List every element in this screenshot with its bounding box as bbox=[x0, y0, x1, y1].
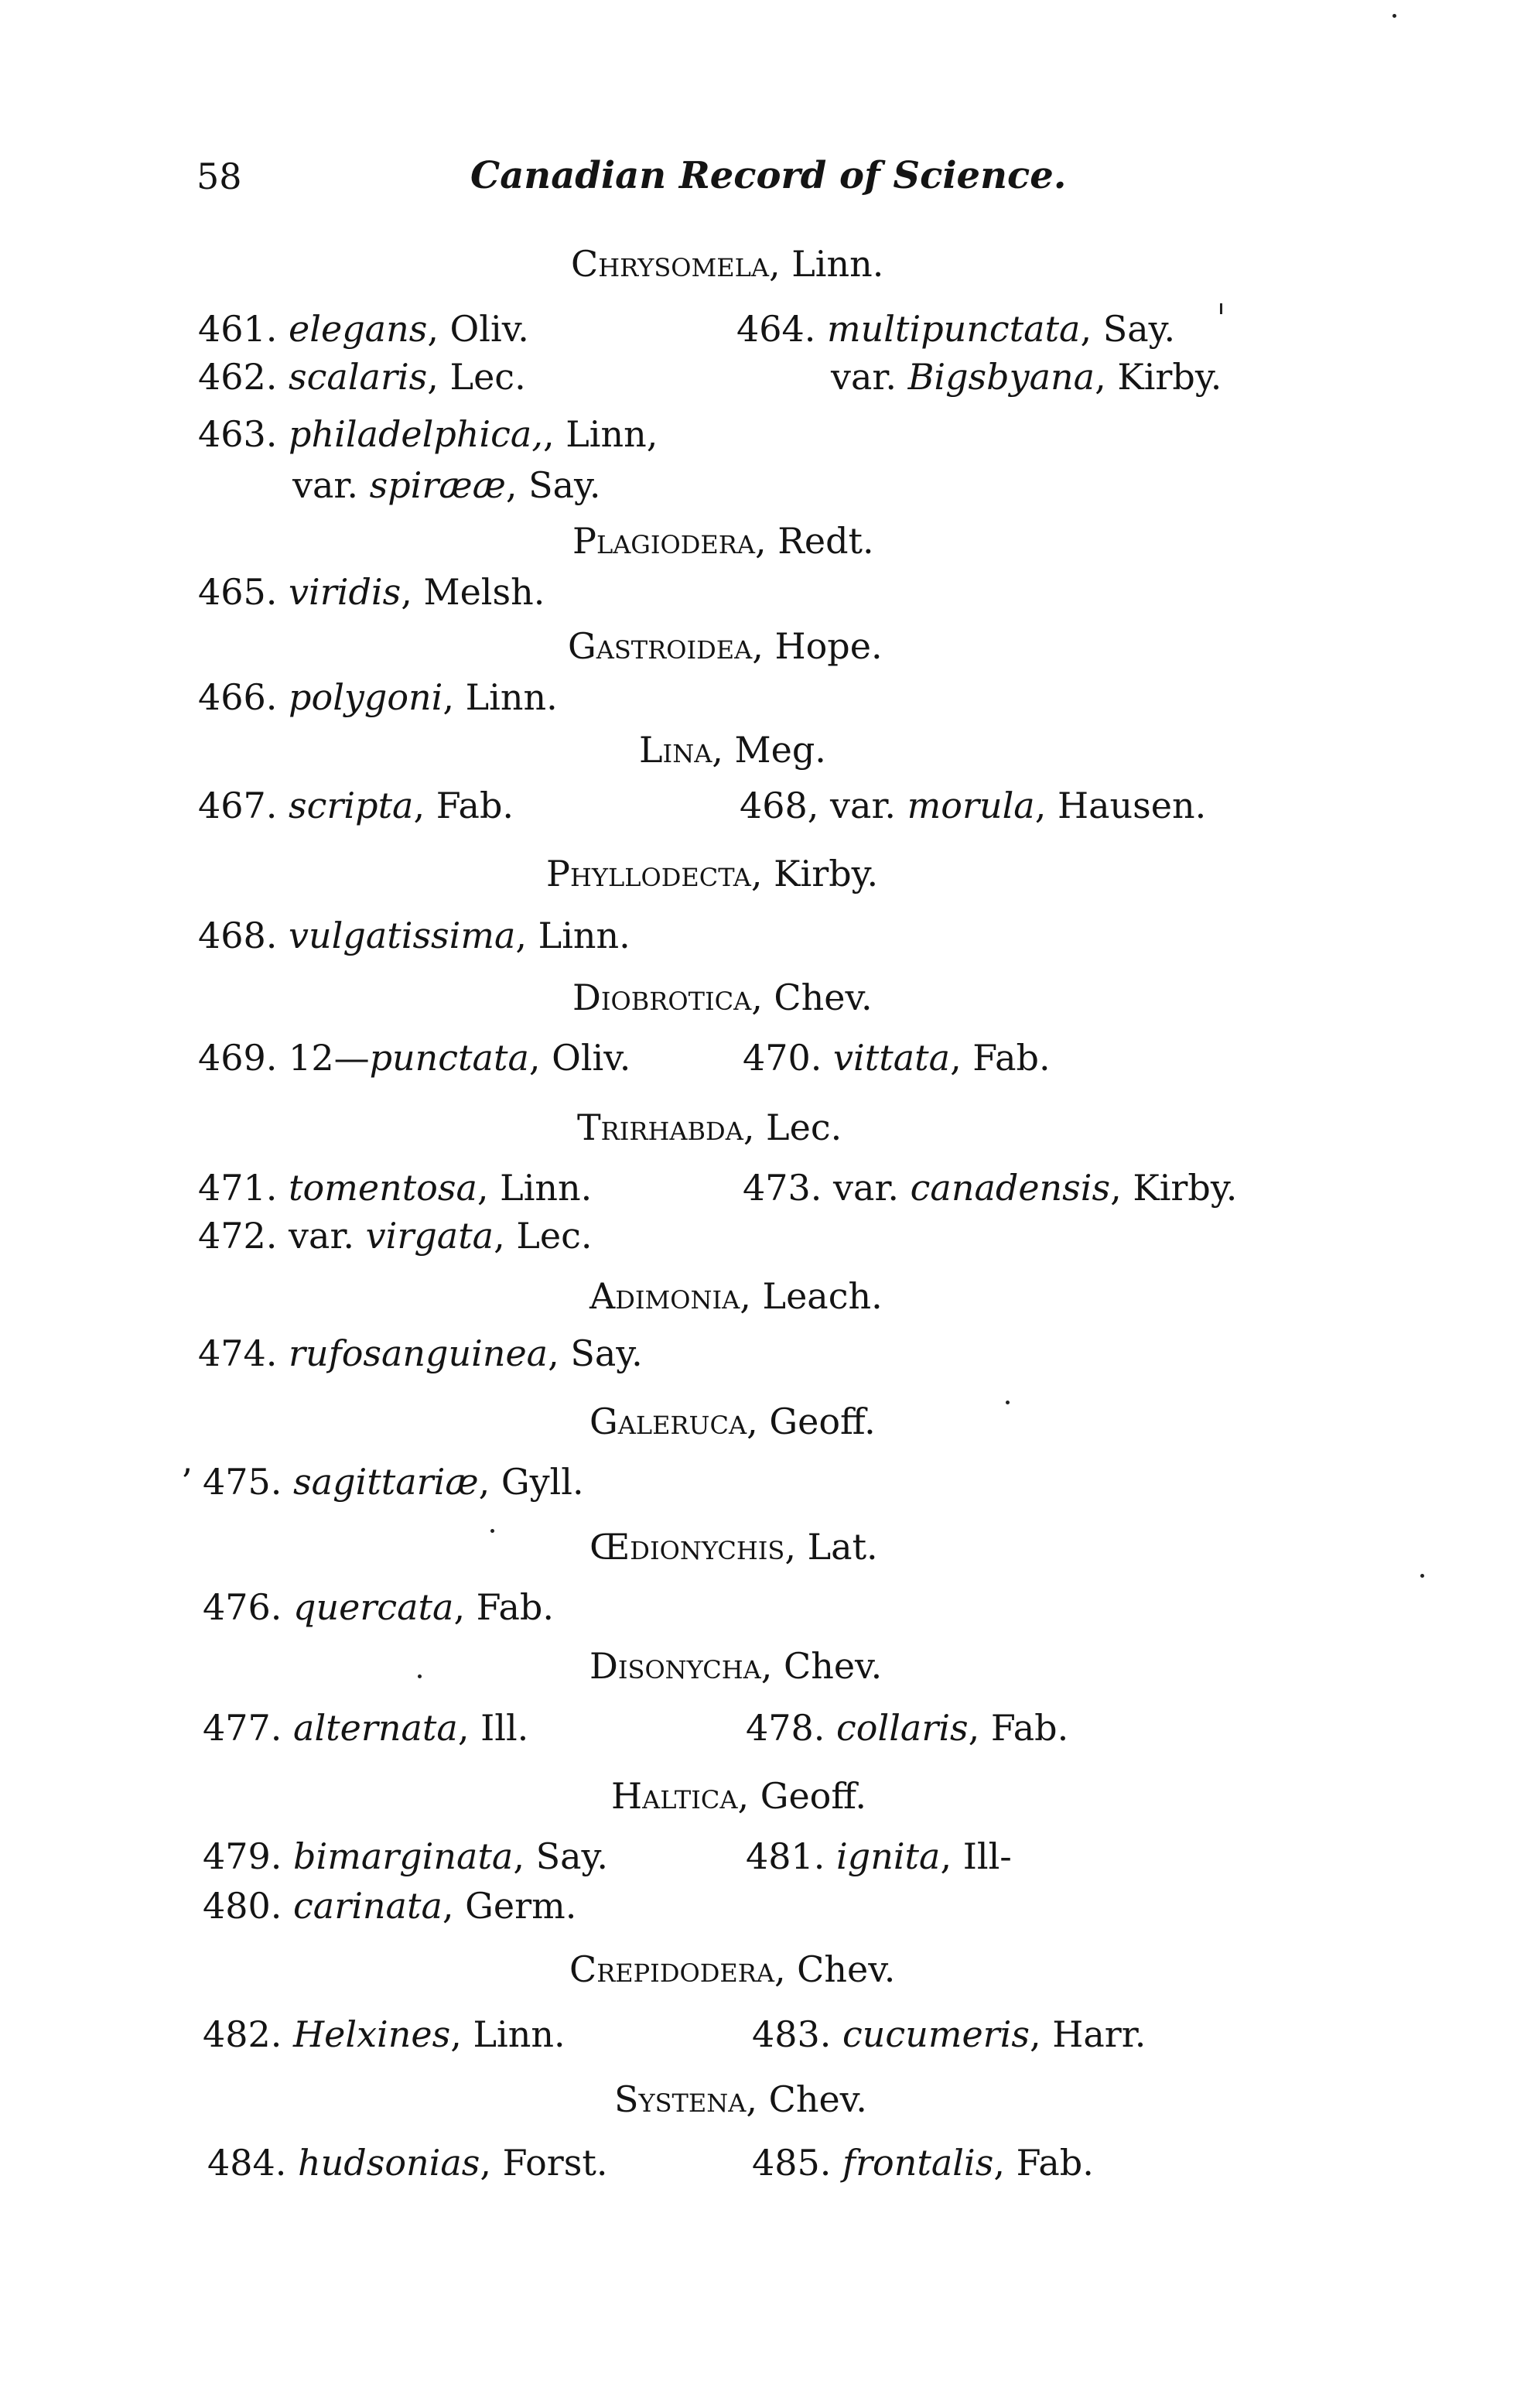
genus-heading: Chrysomela, Linn. bbox=[571, 243, 884, 285]
entry: 480. carinata, Germ. bbox=[203, 1885, 577, 1927]
entry: 463. philadelphica,, Linn, bbox=[198, 413, 658, 455]
entry: 476. quercata, Fab. bbox=[203, 1586, 554, 1628]
entry: 467. scripta, Fab. bbox=[198, 785, 514, 826]
entry: 470. vittata, Fab. bbox=[743, 1037, 1051, 1079]
page-number: 58 bbox=[196, 156, 242, 197]
entry: 466. polygoni, Linn. bbox=[198, 676, 558, 718]
entry: 469. 12—punctata, Oliv. bbox=[198, 1037, 631, 1079]
genus-heading: Trirhabda, Lec. bbox=[577, 1107, 842, 1148]
entry: 478. collaris, Fab. bbox=[746, 1707, 1069, 1749]
entry: 461. elegans, Oliv. bbox=[198, 308, 529, 350]
genus-heading: Haltica, Geoff. bbox=[611, 1775, 867, 1817]
genus-heading: Diobrotica, Chev. bbox=[572, 977, 873, 1018]
entry: 475. sagittariæ, Gyll. bbox=[203, 1461, 584, 1503]
entry: 468, var. morula, Hausen. bbox=[740, 785, 1207, 826]
entry: 473. var. canadensis, Kirby. bbox=[743, 1167, 1238, 1209]
genus-heading: Disonycha, Chev. bbox=[589, 1645, 883, 1687]
entry: 485. frontalis, Fab. bbox=[752, 2142, 1094, 2184]
genus-heading: Adimonia, Leach. bbox=[589, 1275, 883, 1317]
entry: 484. hudsonias, Forst. bbox=[207, 2142, 608, 2184]
entry: 474. rufosanguinea, Say. bbox=[198, 1332, 643, 1374]
genus-heading: Lina, Meg. bbox=[639, 729, 826, 771]
entry: 462. scalaris, Lec. bbox=[198, 356, 526, 398]
genus-heading: Œdionychis, Lat. bbox=[589, 1526, 878, 1568]
print-speck bbox=[490, 1529, 494, 1533]
genus-heading: Systena, Chev. bbox=[614, 2078, 867, 2120]
genus-heading: Phyllodecta, Kirby. bbox=[546, 853, 879, 894]
entry: 472. var. virgata, Lec. bbox=[198, 1215, 593, 1257]
print-mark bbox=[1220, 303, 1222, 314]
entry: 482. Helxines, Linn. bbox=[203, 2013, 566, 2055]
entry: 468. vulgatissima, Linn. bbox=[198, 915, 630, 956]
genus-heading: Crepidodera, Chev. bbox=[569, 1948, 896, 1990]
entry: 465. viridis, Melsh. bbox=[198, 571, 545, 613]
print-speck bbox=[418, 1674, 422, 1678]
entry: 477. alternata, Ill. bbox=[203, 1707, 529, 1749]
entry: var. Bigsbyana, Kirby. bbox=[831, 356, 1222, 398]
genus-heading: Galeruca, Geoff. bbox=[589, 1401, 876, 1442]
entry: 479. bimarginata, Say. bbox=[203, 1835, 609, 1877]
print-speck bbox=[1006, 1401, 1010, 1404]
entry: var. spirææ, Say. bbox=[292, 464, 601, 506]
genus-heading: Plagiodera, Redt. bbox=[572, 520, 874, 562]
genus-heading: Gastroidea, Hope. bbox=[568, 625, 883, 667]
entry: 481. ignita, Ill- bbox=[746, 1835, 1012, 1877]
print-speck bbox=[1420, 1574, 1424, 1578]
print-speck bbox=[1392, 14, 1396, 18]
entry: 464. multipunctata, Say. bbox=[736, 308, 1176, 350]
running-title: Canadian Record of Science. bbox=[470, 154, 1067, 197]
margin-mark: ’ bbox=[181, 1461, 193, 1503]
entry: 471. tomentosa, Linn. bbox=[198, 1167, 593, 1209]
entry: 483. cucumeris, Harr. bbox=[752, 2013, 1146, 2055]
